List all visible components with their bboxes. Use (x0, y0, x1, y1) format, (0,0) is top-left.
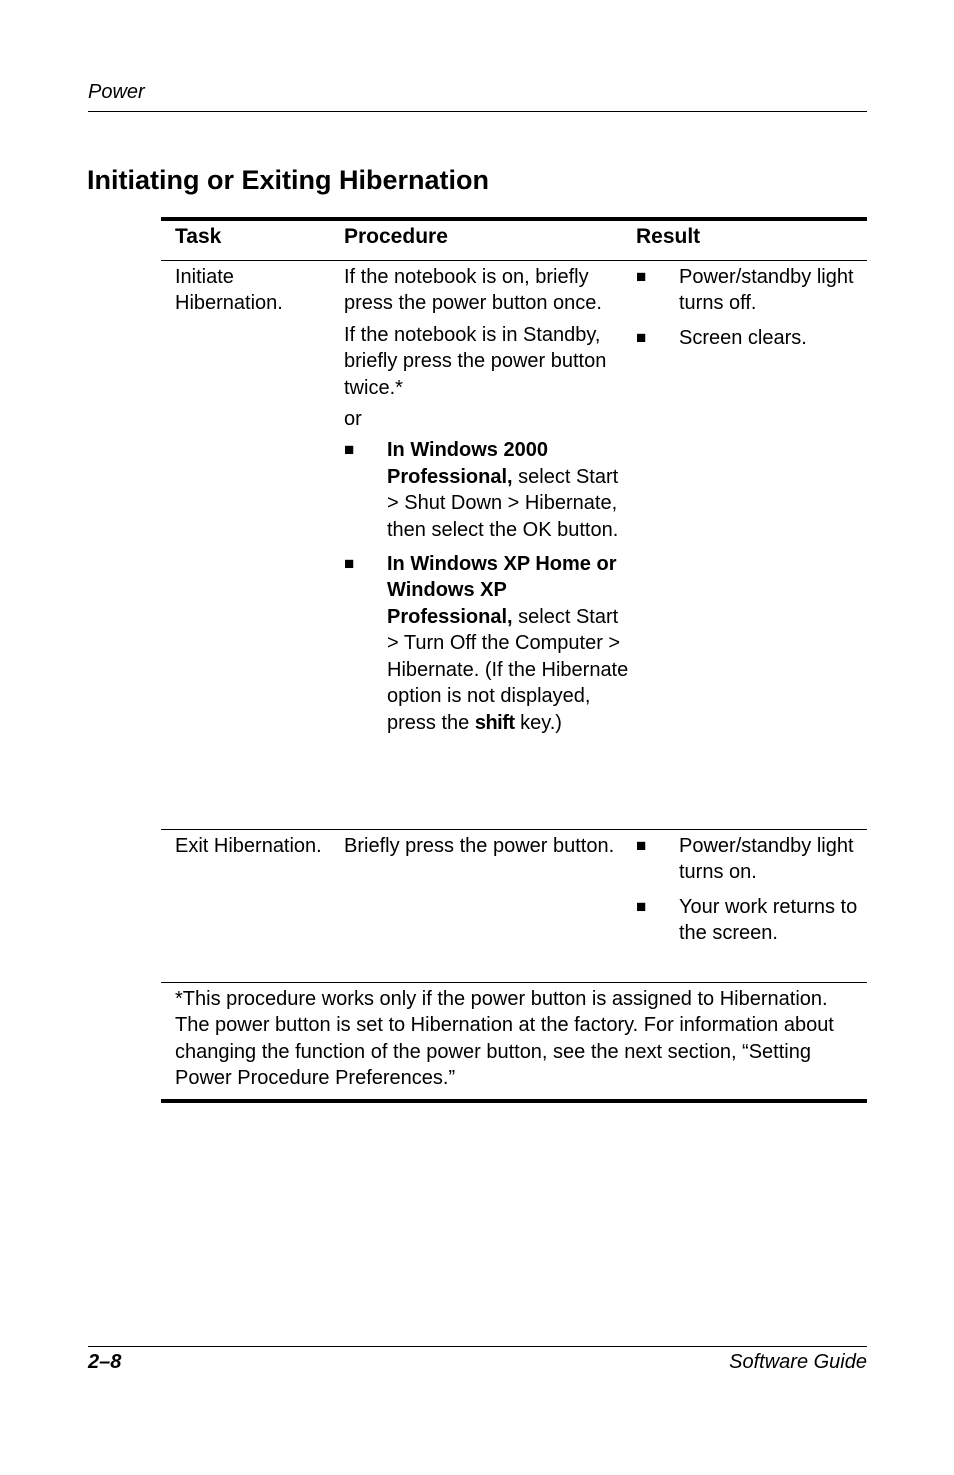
table-row (161, 261, 867, 829)
result-text: Power/standby light turns off. (679, 266, 854, 315)
bullet-body: select Start > Shut Down > Hibernate, then select the OK button. (387, 465, 619, 541)
result-bullet (636, 325, 867, 351)
column-header-procedure: Procedure (344, 225, 448, 248)
bullet-text (387, 437, 630, 543)
table-bottom-rule (161, 1099, 867, 1103)
task-cell: Exit Hibernation. (175, 835, 322, 857)
table-row (161, 830, 867, 982)
footer-rule (88, 1346, 867, 1347)
bullet-bold-lead: In Windows XP Home or Windows XP Professional, (387, 553, 617, 628)
result-cell (636, 833, 867, 982)
page-title: Initiating or Exiting Hibernation (87, 165, 489, 195)
bullet-text (387, 551, 630, 736)
task-cell: Initiate Hibernation. (175, 266, 283, 315)
procedure-cell (344, 833, 636, 982)
procedure-text: If the notebook is in Standby, briefly press the power button twice.* (344, 323, 607, 399)
procedure-cell (344, 264, 636, 829)
procedure-bullet (344, 551, 630, 736)
table-header-row (161, 221, 867, 260)
bullet-tail: key.) (514, 711, 562, 734)
shift-key-label: shift (474, 711, 515, 734)
result-bullet (636, 894, 867, 947)
running-header: Power (88, 81, 145, 103)
result-text: Screen clears. (679, 326, 807, 349)
page-number: 2–8 (88, 1351, 122, 1373)
bullet-square: ■ (636, 327, 647, 347)
document-title: Software Guide (729, 1351, 867, 1373)
table-footnote: *This procedure works only if the power button is assigned to Hibernation. The power button is set to Hibernation at the factory. For information about changing the function of the power button, see the next section, “Setting Power Procedure Preferences.” (175, 988, 834, 1090)
procedure-bullet (344, 437, 630, 543)
bullet-square: ■ (636, 896, 647, 916)
procedure-text: Briefly press the power button. (344, 835, 615, 857)
hibernation-table (161, 217, 867, 1103)
bullet-square: ■ (344, 440, 355, 460)
procedure-text: If the notebook is on, briefly press the power button once. (344, 266, 602, 315)
column-header-task: Task (175, 225, 222, 248)
result-cell (636, 264, 867, 829)
header-rule (88, 111, 867, 112)
bullet-square: ■ (344, 554, 355, 574)
bullet-square: ■ (636, 836, 647, 855)
result-text: Your work returns to the screen. (679, 895, 858, 945)
bullet-square: ■ (636, 267, 647, 286)
bullet-bold-lead: In Windows 2000 Professional, (387, 439, 548, 488)
bullet-body: select Start > Turn Off the Computer > Hibernate. (If the Hibernate option is not displayed, press the (387, 605, 629, 734)
result-bullet (636, 264, 867, 317)
result-bullet (636, 833, 867, 886)
column-header-result: Result (636, 225, 701, 248)
result-text: Power/standby light turns on. (679, 835, 854, 884)
procedure-or: or (344, 408, 362, 431)
